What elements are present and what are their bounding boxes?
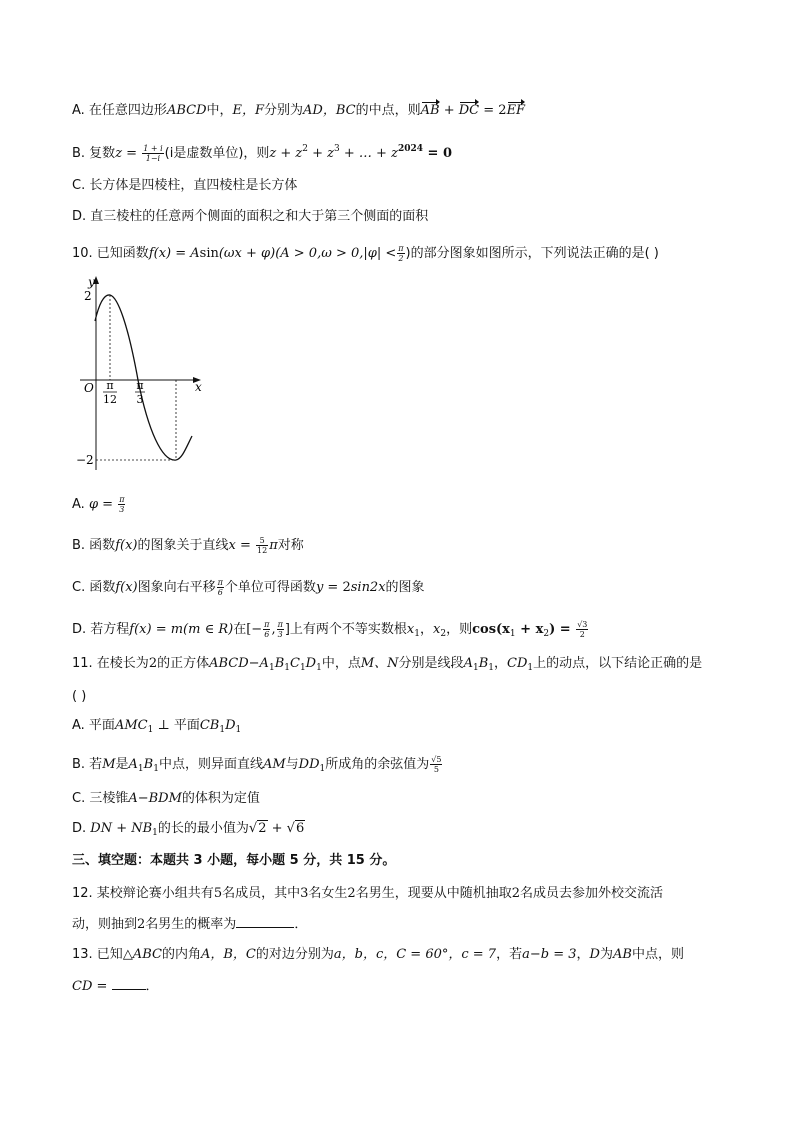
q13-mid5: 为 xyxy=(599,947,613,962)
x-tick2-den: 3 xyxy=(136,393,144,406)
q12-three: 3 xyxy=(300,886,309,901)
q12-l1-e: 名成员去参加外校交流活 xyxy=(519,886,663,901)
q9-b-sum-z3: + z xyxy=(308,146,335,161)
q13-mid3: ，若 xyxy=(496,947,523,962)
q11-stem xyxy=(72,655,702,677)
q9-b-text: (i是虚数单位)，则 xyxy=(164,146,270,161)
q11-b-seg-sub-b: 1 xyxy=(153,764,159,774)
q11-seg1-sub-a: 1 xyxy=(472,663,479,673)
q11-b-seg-b: B xyxy=(143,757,154,772)
q10-c-fx: f(x) xyxy=(115,580,138,595)
q11-b-pre: B. 若 xyxy=(72,757,103,772)
y-min-label: −2 xyxy=(76,453,94,467)
q11-a-plane2-sub2: 1 xyxy=(235,725,242,735)
q10-c-pre: C. 函数 xyxy=(72,580,116,595)
q11-d-plus: + xyxy=(267,821,287,836)
q10-option-a xyxy=(72,495,126,514)
q11-sub-b1: 1 xyxy=(284,663,290,673)
q11-d-radicand2: 6 xyxy=(295,821,305,836)
q9-option-d: D. 直三棱柱的任意两个侧面的面积之和大于第三个侧面的面积 xyxy=(72,209,429,224)
q11-stem-c: 中，点 xyxy=(321,656,361,671)
q10-d-frac1-num: π xyxy=(264,620,270,629)
q13-sides: a，b，c，C = 60°，c = 7 xyxy=(333,947,497,962)
q10-pi-over-2 xyxy=(397,244,404,263)
origin-label: O xyxy=(84,381,94,395)
q10-frac-den: 2 xyxy=(398,254,404,263)
q9-b-z: z xyxy=(115,146,123,161)
q9-b-result: = 0 xyxy=(423,146,452,161)
q11-seg2-sub: 1 xyxy=(527,663,534,673)
q10-c-eq: = 2 xyxy=(323,580,351,595)
x-tick1-num: π xyxy=(106,379,114,392)
q10-d-x1-sub: 1 xyxy=(414,629,420,639)
q11-cube-b: B xyxy=(274,656,285,671)
q13-mid4: ， xyxy=(576,947,590,962)
q10-b-x: x xyxy=(228,538,236,553)
q10-d-comma: , xyxy=(271,622,276,637)
q9-b-power2: 2 xyxy=(302,144,309,154)
q12-l1-a: 12. 某校辩论赛小组共有 xyxy=(72,886,214,901)
q10-sin: sin xyxy=(199,246,219,261)
q11-d-mid: 的长的最小值为 xyxy=(157,821,249,836)
q10-b-pre: B. 函数 xyxy=(72,538,116,553)
q10-a-fraction xyxy=(118,495,125,514)
q9-a-ef: E，F xyxy=(232,103,265,118)
q13-line1 xyxy=(72,946,684,964)
q10-frac-num: π xyxy=(398,244,404,253)
q12-two: 2 xyxy=(347,886,356,901)
q11-sub-d1: 1 xyxy=(316,663,322,673)
q10-b-pi: π xyxy=(269,538,278,553)
q10-function: f(x) = A xyxy=(148,246,200,261)
q11-a-pre: A. 平面 xyxy=(72,718,115,733)
q9-b-ellipsis: + … + z xyxy=(339,146,398,161)
q10-d-result-frac xyxy=(576,620,588,639)
q10-d-x2: x xyxy=(433,622,441,637)
q9-b-eq: = xyxy=(122,146,142,161)
q13-angles: A，B，C xyxy=(200,947,256,962)
q11-seg-sep: ， xyxy=(493,656,507,671)
q11-b-mid2: 中点，则异面直线 xyxy=(158,757,263,772)
q13-triangle: △ABC xyxy=(122,947,162,962)
q10-b-fraction xyxy=(256,536,268,555)
q11-cube-d: D xyxy=(305,656,317,671)
q11-b-mid: 是 xyxy=(115,757,129,772)
q10-c-post: 的图象 xyxy=(385,580,425,595)
q10-option-c xyxy=(72,578,425,597)
q10-a-label: A. xyxy=(72,497,89,512)
q10-c-y: y xyxy=(315,580,324,595)
q12-l1-c: 名女生 xyxy=(308,886,348,901)
q11-a-mid: 平面 xyxy=(173,718,200,733)
q9-a-vector-dc: DC xyxy=(458,103,480,118)
q11-b-mid3: 与 xyxy=(285,757,299,772)
q10-d-cos-sub1: 1 xyxy=(509,629,516,639)
q10-stem xyxy=(72,244,659,263)
q13-line2 xyxy=(72,977,159,996)
x-tick1-den: 12 xyxy=(103,393,117,406)
q10-d-result-num: √3 xyxy=(577,620,588,629)
q12-line1 xyxy=(72,885,663,903)
q11-d-expr: DN + NB xyxy=(90,821,153,836)
q13-ab: AB xyxy=(612,947,632,962)
q9-a-text1: 中， xyxy=(206,103,233,118)
q9-a-vector-ab: AB xyxy=(420,103,440,118)
q11-option-d xyxy=(72,820,305,842)
q13-mid6: 中点，则 xyxy=(631,947,684,962)
q9-a-plus: + xyxy=(439,103,459,118)
q10-c-fraction xyxy=(217,578,224,597)
q12-two3: 2 xyxy=(137,917,146,932)
q10-d-result-den: 2 xyxy=(579,630,585,639)
q11-a-plane2-sub1: 1 xyxy=(219,725,226,735)
q11-option-b xyxy=(72,755,443,778)
q9-b-denominator: 1−i xyxy=(145,154,161,163)
q11-a-plane1: AMC xyxy=(114,718,148,733)
section-3-heading: 三、填空题：本题共 3 小题，每小题 5 分，共 15 分。 xyxy=(72,853,396,868)
q12-l2-b: 名男生的概率为 xyxy=(145,917,237,932)
q11-seg1-sub-b: 1 xyxy=(488,663,494,673)
q11-b-frac-num: √5 xyxy=(431,755,442,764)
q10-b-den: 12 xyxy=(257,546,268,555)
q11-d-sqrt6: √6 xyxy=(286,821,305,836)
q10-b-eq: = xyxy=(235,538,256,553)
q10-d-then: ，则 xyxy=(446,622,473,637)
q12-end: ． xyxy=(294,917,308,932)
q11-b-am: AM xyxy=(262,757,286,772)
q10-d-frac2-num: π xyxy=(277,620,283,629)
q11-c-tetra: A−BDM xyxy=(128,791,182,806)
q9-b-sum-start: z + z xyxy=(269,146,303,161)
q12-five: 5 xyxy=(213,886,223,901)
q10-d-pre: D. 若方程 xyxy=(72,622,130,637)
q11-stem-e: 上的动点，以下结论正确的是 xyxy=(533,656,703,671)
q10-option-b xyxy=(72,536,304,555)
q11-stem-d: 分别是线段 xyxy=(398,656,464,671)
q10-a-phi: φ xyxy=(88,497,99,512)
q9-option-b xyxy=(72,140,452,163)
q9-a-label: A. 在任意四边形 xyxy=(72,103,167,118)
q13-mid: 的内角 xyxy=(161,947,201,962)
q11-d-sqrt2: √2 xyxy=(248,821,267,836)
q10-c-den: 6 xyxy=(217,588,223,597)
q13-pre: 13. 已知 xyxy=(72,947,123,962)
q11-d-radicand1: 2 xyxy=(258,821,267,836)
q9-a-vector-ef: EF xyxy=(506,103,526,118)
q13-eq: = xyxy=(92,979,112,994)
q12-l1-b: 名成员，其中 xyxy=(222,886,301,901)
q10-a-num: π xyxy=(119,495,125,504)
q11-d-expr-sub: 1 xyxy=(152,828,158,838)
q11-d-pre: D. xyxy=(72,821,91,836)
q10-b-post: 对称 xyxy=(277,538,304,553)
q9-b-power2024: 2024 xyxy=(397,144,423,154)
q13-end: ． xyxy=(145,979,159,994)
q11-a-plane2b: D xyxy=(225,718,236,733)
q10-b-num: 5 xyxy=(256,536,268,546)
q10-d-x1: x xyxy=(406,622,415,637)
q10-sine-graph xyxy=(72,270,212,480)
q10-d-cos-sub2: 2 xyxy=(543,629,550,639)
q9-a-sides: AD，BC xyxy=(303,103,356,118)
q12-answer-blank[interactable] xyxy=(236,915,294,928)
q10-d-frac2 xyxy=(277,620,284,639)
q10-b-mid: 的图象关于直线 xyxy=(137,538,229,553)
q11-b-m: M xyxy=(102,757,116,772)
q10-b-fx: f(x) xyxy=(115,538,138,553)
q10-d-cos-close: ) = xyxy=(549,622,576,637)
q9-option-c: C. 长方体是四棱柱，直四棱柱是长方体 xyxy=(72,178,298,193)
x-label: x xyxy=(195,380,202,394)
q10-d-frac1-den: 6 xyxy=(264,630,270,639)
q10-stem-start: 10. 已知函数 xyxy=(72,246,149,261)
q9-a-text2: 分别为 xyxy=(264,103,304,118)
q10-d-frac1 xyxy=(263,620,270,639)
q10-c-sin2x: sin2x xyxy=(350,580,386,595)
q11-stem-b: 的正方体 xyxy=(157,656,210,671)
y-max-label: 2 xyxy=(84,289,92,303)
q12-two2: 2 xyxy=(511,886,520,901)
q10-a-den: 3 xyxy=(119,505,125,514)
q11-seg1-b: B xyxy=(478,656,489,671)
q10-option-d xyxy=(72,620,589,643)
q10-d-cos: cos(x xyxy=(472,622,510,637)
q11-b-seg-a: A xyxy=(128,757,138,772)
q11-a-perp: ⊥ xyxy=(153,718,174,733)
q11-c-pre: C. 三棱锥 xyxy=(72,791,129,806)
q11-option-c xyxy=(72,790,260,808)
q10-d-cos-plus: + x xyxy=(515,622,544,637)
q11-b-mid4: 所成角的余弦值为 xyxy=(325,757,430,772)
q10-d-mid: 在[− xyxy=(233,622,263,637)
q11-sub-a1: 1 xyxy=(268,663,275,673)
q11-seg2: CD xyxy=(507,656,528,671)
q11-edge: 2 xyxy=(148,656,158,671)
q9-b-fraction xyxy=(142,144,163,163)
q9-a-quad: ABCD xyxy=(166,103,207,118)
q11-b-frac-den: 5 xyxy=(433,765,439,774)
q13-answer-blank[interactable] xyxy=(112,977,146,990)
q13-cd: CD xyxy=(72,979,93,994)
q13-mid2: 的对边分别为 xyxy=(255,947,334,962)
q9-b-numerator: 1 + i xyxy=(143,144,163,153)
q11-a-plane2: CB xyxy=(199,718,220,733)
q9-b-label: B. 复数 xyxy=(72,146,116,161)
q10-c-mid2: 个单位可得函数 xyxy=(224,580,316,595)
q11-option-a xyxy=(72,717,241,739)
q10-d-fx: f(x) = m(m ∈ R) xyxy=(129,622,234,637)
q11-b-fraction xyxy=(430,755,442,774)
q12-l2-a: 动，则抽到 xyxy=(72,917,138,932)
q10-arguments: (ωx + φ)(A > 0,ω > 0,|φ| < xyxy=(218,246,397,261)
q11-b-seg-sub-a: 1 xyxy=(137,764,144,774)
q11-cube-c: C xyxy=(289,656,300,671)
q11-points: M、N xyxy=(360,656,399,671)
q13-d: D xyxy=(589,947,600,962)
q9-a-text3: 的中点，则 xyxy=(355,103,421,118)
q10-c-num: π xyxy=(217,578,223,587)
q10-d-x2-sub: 2 xyxy=(440,629,447,639)
q11-cube-a: ABCD−A xyxy=(209,656,269,671)
q10-d-frac2-den: 3 xyxy=(277,630,283,639)
q11-b-dd-sub: 1 xyxy=(319,764,326,774)
q12-l1-d: 名男生，现要从中随机抽取 xyxy=(355,886,512,901)
q11-stem-a: 11. 在棱长为 xyxy=(72,656,149,671)
q10-d-sep: ， xyxy=(420,622,434,637)
q11-paren: ( ) xyxy=(72,689,87,704)
q11-seg1-a: A xyxy=(463,656,473,671)
q11-a-plane1-sub: 1 xyxy=(147,725,154,735)
q11-c-post: 的体积为定值 xyxy=(181,791,260,806)
y-label: y xyxy=(88,275,95,289)
q10-d-mid2: ]上有两个不等实数根 xyxy=(284,622,407,637)
q9-a-eq: = 2 xyxy=(479,103,507,118)
q13-condition: a−b = 3 xyxy=(522,947,577,962)
sine-curve xyxy=(95,295,192,460)
q10-stem-end: )的部分图象如图所示，下列说法正确的是( ) xyxy=(405,246,659,261)
q10-a-eq: = xyxy=(98,497,118,512)
q12-line2 xyxy=(72,915,307,934)
x-tick2-num: π xyxy=(136,379,144,392)
q10-c-mid: 图象向右平移 xyxy=(137,580,216,595)
q9-b-power3: 3 xyxy=(334,144,340,154)
q11-sub-c1: 1 xyxy=(299,663,306,673)
q9-option-a xyxy=(72,102,525,120)
q11-b-dd: DD xyxy=(298,757,320,772)
